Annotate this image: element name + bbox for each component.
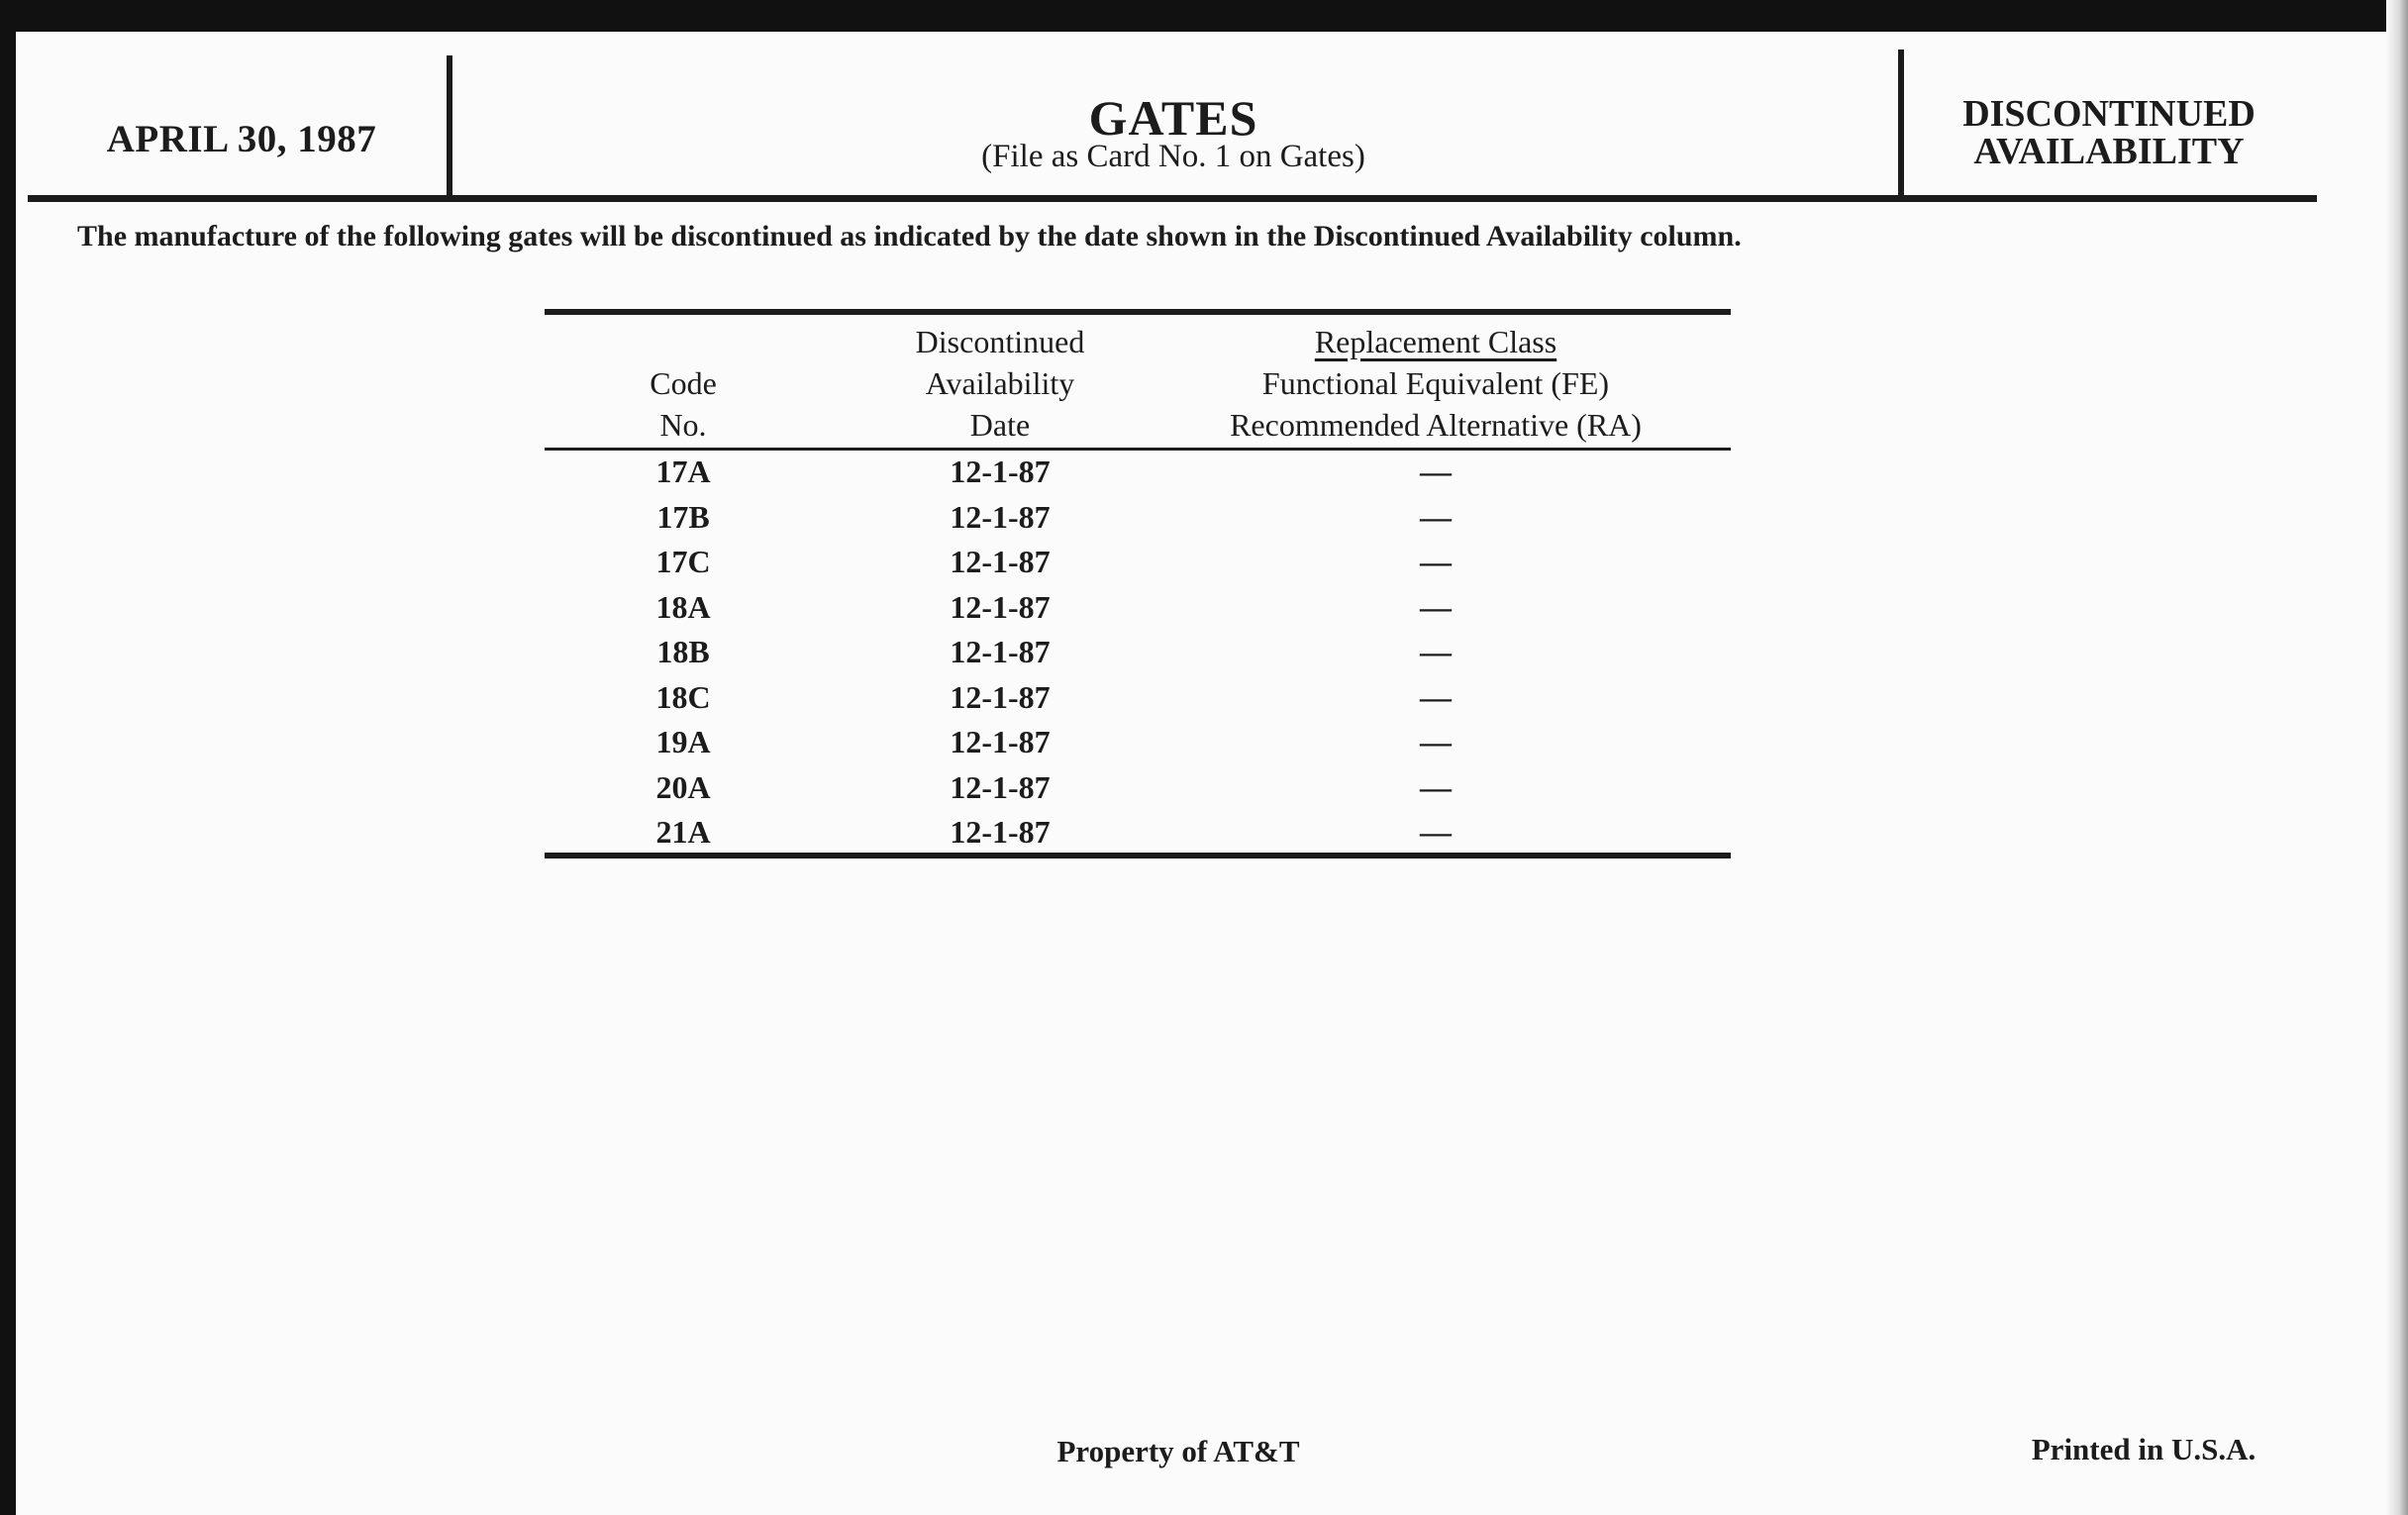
header-divider-right (1898, 50, 1904, 198)
header-divider-left (447, 55, 452, 202)
table-row (545, 769, 1731, 813)
cell-replacement: — (1420, 724, 1452, 759)
footer-printed: Printed in U.S.A. (2031, 1432, 2257, 1466)
table-row (545, 499, 1731, 543)
table-row (545, 454, 1731, 497)
page-subtitle: (File as Card No. 1 on Gates) (981, 139, 1365, 174)
footer-property: Property of AT&T (1056, 1434, 1300, 1468)
cell-code: 19A (655, 724, 711, 759)
table-bottom-rule (545, 853, 1731, 858)
card-edge-shadow (2386, 0, 2408, 1515)
cell-replacement: — (1420, 634, 1452, 669)
header-date: APRIL 30, 1987 (106, 118, 377, 160)
table-top-rule (545, 309, 1731, 315)
table-row (545, 814, 1731, 858)
cell-code: 18C (655, 678, 711, 715)
cell-replacement: — (1420, 678, 1452, 715)
table-row (545, 544, 1731, 587)
cell-replacement: — (1420, 768, 1452, 805)
table-row (545, 634, 1731, 677)
cell-date: 12-1-87 (950, 634, 1051, 669)
status-line-1: DISCONTINUED (1962, 93, 2256, 135)
status-label (1911, 95, 2307, 170)
cell-date: 12-1-87 (950, 678, 1051, 715)
col-header-code: Code No. (650, 365, 717, 443)
cell-date: 12-1-87 (950, 814, 1051, 850)
cell-date: 12-1-87 (950, 768, 1051, 805)
cell-replacement: — (1420, 498, 1452, 535)
cell-date: 12-1-87 (950, 498, 1051, 535)
cell-code: 17A (655, 454, 711, 489)
intro-paragraph: The manufacture of the following gates will be discontinued as indicated by the date shown in the Discontinued Availability column. (77, 220, 1742, 252)
cell-date: 12-1-87 (950, 454, 1051, 489)
col-header-date: Discontinued Availability Date (915, 324, 1085, 443)
col-header-replacement: Replacement Class Functional Equivalent (FE) Recommended Alternative (RA) (1230, 324, 1642, 443)
cell-replacement: — (1420, 544, 1452, 579)
table-row (545, 589, 1731, 633)
table-row (545, 724, 1731, 767)
header-rule (28, 195, 2317, 202)
cell-replacement: — (1420, 588, 1452, 625)
gates-table (545, 309, 1731, 863)
cell-code: 21A (655, 814, 711, 850)
cell-code: 17C (655, 544, 711, 579)
cell-date: 12-1-87 (950, 544, 1051, 579)
cell-code: 18B (656, 634, 710, 669)
cell-replacement: — (1420, 454, 1452, 489)
cell-date: 12-1-87 (950, 588, 1051, 625)
page-title: GATES (1088, 90, 1258, 146)
cell-code: 20A (655, 768, 711, 805)
status-line-2: AVAILABILITY (1973, 131, 2245, 172)
cell-code: 17B (656, 498, 710, 535)
table-row (545, 679, 1731, 723)
cell-replacement: — (1420, 814, 1452, 850)
table-header-rule (545, 448, 1731, 451)
cell-code: 18A (655, 588, 711, 625)
cell-date: 12-1-87 (950, 724, 1051, 759)
